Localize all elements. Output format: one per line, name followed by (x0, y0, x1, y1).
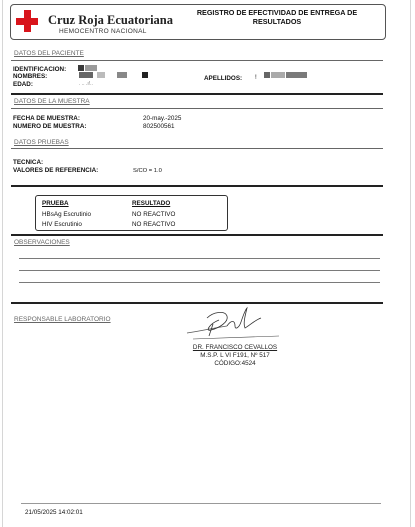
sample-number-value: 802500561 (143, 123, 175, 130)
col-header-result: RESULTADO (132, 200, 171, 207)
redacted-names (142, 72, 148, 78)
doctor-registration: M.S.P. L VI F191, Nº 517 (200, 352, 270, 359)
observation-line (19, 270, 380, 271)
document-title-line2: RESULTADOS (252, 17, 302, 26)
sample-date-value: 20-may.-2025 (143, 115, 182, 122)
sample-number-label: NUMERO DE MUESTRA: (13, 123, 87, 130)
technique-label: TECNICA: (13, 159, 44, 166)
results-table (35, 195, 228, 231)
document-title (189, 8, 365, 26)
observation-line (19, 258, 380, 259)
sample-date-label: FECHA DE MUESTRA: (13, 115, 80, 122)
reference-value: S/CO = 1.0 (133, 168, 162, 174)
observations-section-title: OBSERVACIONES (14, 239, 70, 246)
redacted-surnames (271, 72, 285, 78)
result-row-test: HIV Escrutinio (42, 221, 82, 228)
redacted-surnames (286, 72, 307, 78)
names-label: NOMBRES: (13, 73, 48, 80)
doctor-code: CÓDIGO:4524 (214, 360, 256, 367)
document-title-line1: REGISTRO DE EFECTIVIDAD DE ENTREGA DE (196, 8, 358, 17)
divider (11, 108, 383, 109)
divider (11, 60, 383, 61)
result-row-value: NO REACTIVO (132, 221, 176, 228)
id-label: IDENTIFICACION: (13, 66, 67, 73)
surnames-label: APELLIDOS: (204, 75, 243, 82)
footer-divider (21, 503, 381, 504)
red-cross-logo-icon (16, 10, 38, 32)
divider (11, 93, 383, 95)
redacted-id (78, 65, 84, 71)
divider (11, 148, 383, 149)
result-row-test: HBsAg Escrutinio (42, 211, 91, 218)
org-subtitle: HEMOCENTRO NACIONAL (59, 28, 147, 35)
org-name: Cruz Roja Ecuatoriana (48, 13, 173, 27)
redacted-id (85, 65, 97, 71)
divider (11, 302, 383, 304)
surnames-value: ! (255, 74, 257, 81)
redacted-surnames (264, 72, 270, 78)
divider (11, 234, 383, 236)
redacted-names (117, 72, 127, 78)
reference-label: VALORES DE REFERENCIA: (13, 167, 99, 174)
doctor-signature-block (183, 344, 287, 368)
patient-section-title: DATOS DEL PACIENTE (14, 50, 84, 57)
age-label: EDAD: (13, 81, 33, 88)
sample-section-title: DATOS DE LA MUESTRA (14, 98, 90, 105)
doctor-name: DR. FRANCISCO CEVALLOS (192, 344, 278, 351)
print-timestamp: 21/05/2025 14:02:01 (25, 509, 83, 516)
tests-section-title: DATOS PRUEBAS (14, 139, 69, 146)
document-page (2, 0, 411, 527)
observation-line (19, 282, 380, 283)
document-header (10, 4, 386, 40)
redacted-names (97, 72, 105, 78)
lab-section-title: RESPONSABLE LABORATORIO (14, 316, 111, 323)
result-row-value: NO REACTIVO (132, 211, 176, 218)
signature (183, 306, 283, 346)
redacted-names (79, 72, 93, 78)
age-value: . .. .ı!.. (79, 81, 93, 87)
divider (11, 185, 383, 187)
col-header-test: PRUEBA (42, 200, 69, 207)
